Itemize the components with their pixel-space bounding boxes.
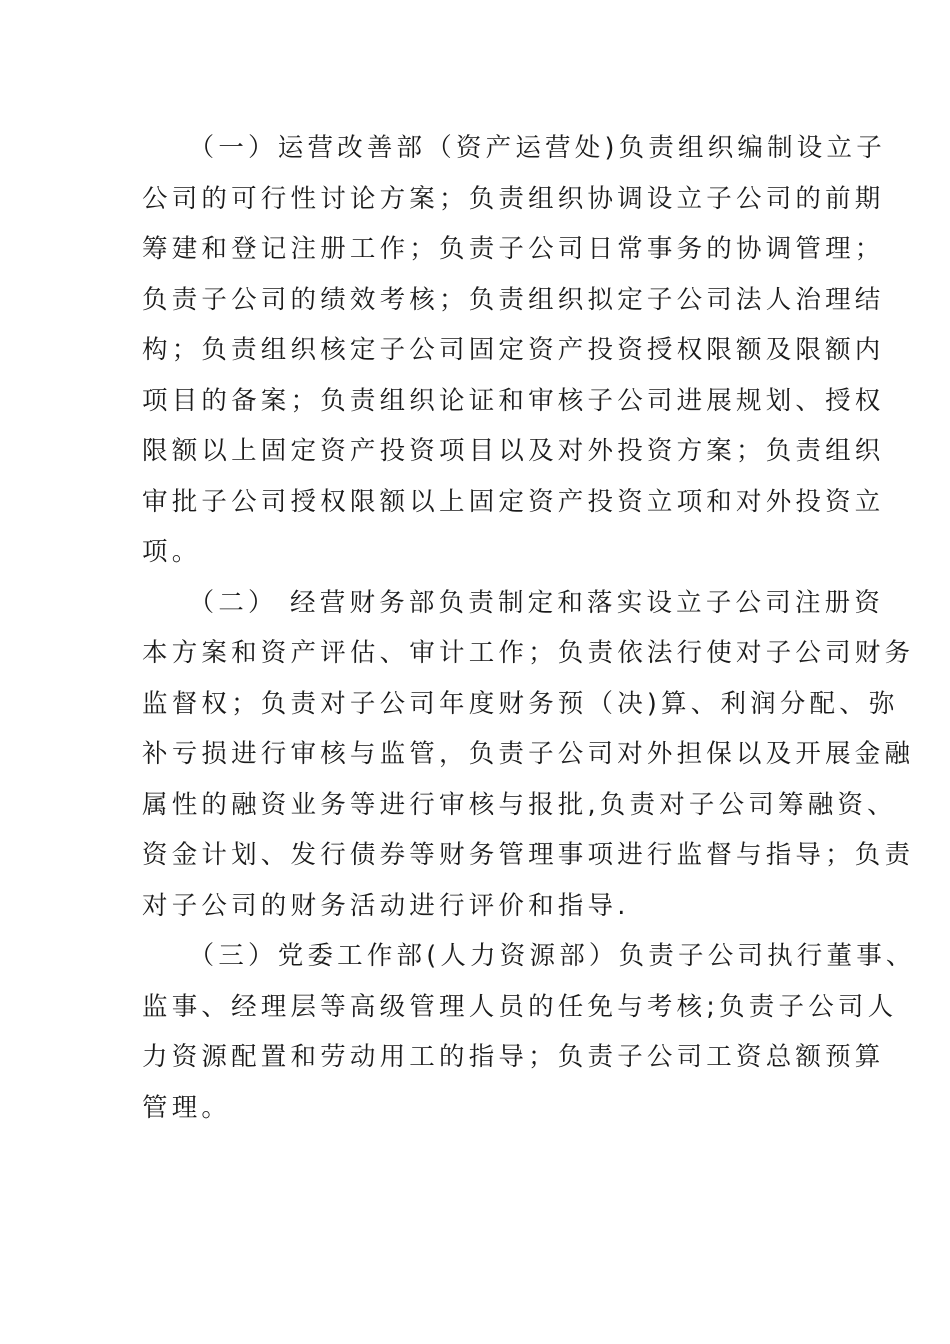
- paragraph-line: 项。: [142, 537, 202, 567]
- paragraph-line: 本方案和资产评估、审计工作；负责依法行使对子公司财务: [142, 638, 915, 668]
- paragraph-3: [142, 931, 916, 1133]
- paragraph-line: 资金计划、发行债券等财务管理事项进行监督与指导；负责: [142, 840, 915, 870]
- paragraph-1: [142, 123, 886, 578]
- paragraph-line: （三）党委工作部(人力资源部）负责子公司执行董事、: [142, 941, 916, 971]
- paragraph-line: （二） 经营财务部负责制定和落实设立子公司注册资: [142, 587, 885, 618]
- paragraph-line: 监事、经理层等高级管理人员的任免与考核;负责子公司人: [142, 991, 898, 1022]
- paragraph-line: 限额以上固定资产投资项目以及对外投资方案；负责组织: [142, 436, 885, 466]
- paragraph-line: 属性的融资业务等进行审核与报批,负责对子公司筹融资、: [142, 789, 897, 820]
- paragraph-2: [142, 578, 915, 932]
- paragraph-line: 审批子公司授权限额以上固定资产投资立项和对外投资立: [142, 486, 885, 517]
- paragraph-line: （一）运营改善部（资产运营处)负责组织编制设立子: [142, 133, 886, 163]
- paragraph-line: 筹建和登记注册工作；负责子公司日常事务的协调管理；: [142, 234, 885, 264]
- paragraph-line: 管理。: [142, 1092, 232, 1123]
- paragraph-line: 力资源配置和劳动用工的指导；负责子公司工资总额预算: [142, 1042, 885, 1072]
- paragraph-line: 构；负责组织核定子公司固定资产投资授权限额及限额内: [142, 335, 885, 365]
- paragraph-line: 对子公司的财务活动进行评价和指导.: [142, 890, 630, 921]
- paragraph-line: 项目的备案；负责组织论证和审核子公司进展规划、授权: [142, 385, 885, 416]
- paragraph-line: 监督权；负责对子公司年度财务预（决)算、利润分配、弥: [142, 688, 899, 719]
- paragraph-line: 负责子公司的绩效考核；负责组织拟定子公司法人治理结: [142, 284, 885, 315]
- paragraph-line: 公司的可行性讨论方案；负责组织协调设立子公司的前期: [142, 183, 885, 214]
- document-body: [142, 123, 916, 1133]
- paragraph-line: 补亏损进行审核与监管，负责子公司对外担保以及开展金融: [142, 739, 915, 769]
